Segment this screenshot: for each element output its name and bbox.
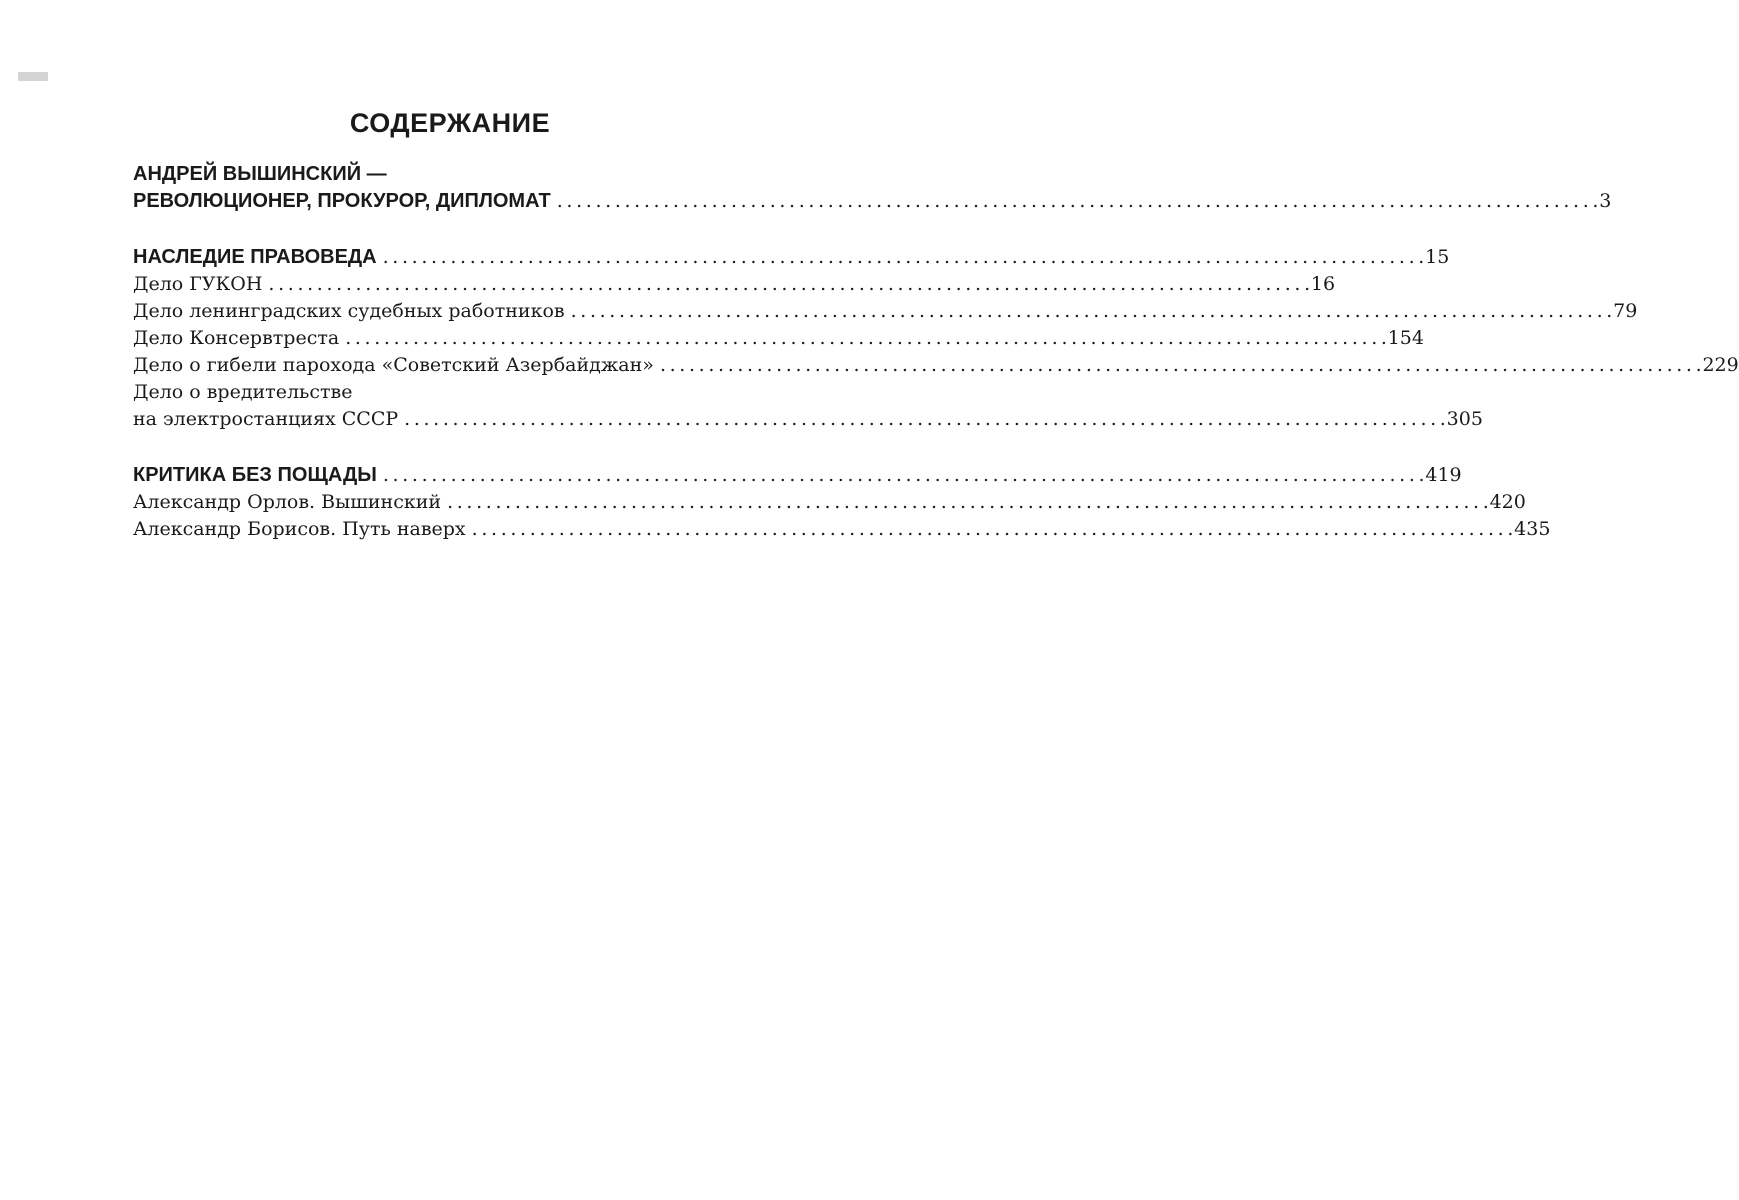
toc-page-number: 435 bbox=[1514, 518, 1551, 540]
dot-leader bbox=[377, 244, 1426, 271]
toc-heading-text: АНДРЕЙ ВЫШИНСКИЙ — bbox=[133, 163, 387, 185]
toc-page-number: 305 bbox=[1446, 408, 1483, 430]
toc-entry[interactable] bbox=[133, 516, 1551, 543]
toc-entry-title: Дело о гибели парохода «Советский Азербайджан» bbox=[133, 354, 654, 376]
toc-page-number: 419 bbox=[1425, 464, 1462, 486]
toc-entry-title: Александр Орлов. Вышинский bbox=[133, 491, 442, 513]
toc-entry-title: Александр Борисов. Путь наверх bbox=[133, 518, 466, 540]
toc-entry-title: Дело о вредительстве bbox=[133, 381, 353, 403]
toc-entry[interactable] bbox=[133, 352, 1739, 379]
page-corner-mark bbox=[18, 72, 48, 81]
toc-heading-text: РЕВОЛЮЦИОНЕР, ПРОКУРОР, ДИПЛОМАТ bbox=[133, 190, 551, 212]
toc-heading-line[interactable] bbox=[133, 244, 1450, 271]
toc-page-number: 154 bbox=[1387, 327, 1424, 349]
toc-page-number: 15 bbox=[1425, 246, 1450, 268]
toc-page-number: 3 bbox=[1599, 190, 1612, 212]
toc-section-2 bbox=[133, 244, 1739, 433]
toc-entry[interactable] bbox=[133, 271, 1336, 298]
toc-entry-title: Дело Консервтреста bbox=[133, 327, 340, 349]
toc-heading-text: КРИТИКА БЕЗ ПОЩАДЫ bbox=[133, 464, 377, 486]
toc-entry[interactable] bbox=[133, 379, 739, 406]
toc-entry[interactable] bbox=[133, 489, 1526, 516]
dot-leader bbox=[377, 462, 1426, 489]
dot-leader bbox=[466, 516, 1515, 543]
toc-heading-line[interactable] bbox=[133, 188, 1612, 215]
toc-page-number: 16 bbox=[1310, 273, 1336, 295]
dot-leader bbox=[339, 325, 1388, 352]
dot-leader bbox=[398, 406, 1447, 433]
toc-heading-line[interactable] bbox=[133, 462, 1462, 489]
toc-page-number: 79 bbox=[1613, 300, 1638, 322]
dot-leader bbox=[654, 352, 1703, 379]
dot-leader bbox=[551, 188, 1600, 215]
dot-leader bbox=[565, 298, 1614, 325]
toc-entry[interactable] bbox=[133, 406, 1483, 433]
dot-leader bbox=[262, 271, 1311, 298]
toc-entry-title: Дело ГУКОН bbox=[133, 273, 263, 295]
table-of-contents bbox=[133, 161, 1739, 572]
toc-page-number: 229 bbox=[1702, 354, 1739, 376]
toc-entry[interactable] bbox=[133, 325, 1424, 352]
toc-entry-title: Дело ленинградских судебных работников bbox=[133, 300, 565, 322]
dot-leader bbox=[441, 489, 1490, 516]
toc-heading-text: НАСЛЕДИЕ ПРАВОВЕДА bbox=[133, 246, 377, 268]
toc-page-number: 420 bbox=[1489, 491, 1526, 513]
toc-section-1 bbox=[133, 161, 1612, 215]
toc-section-3 bbox=[133, 462, 1551, 543]
page-title: СОДЕРЖАНИЕ bbox=[349, 108, 551, 138]
toc-entry[interactable] bbox=[133, 298, 1638, 325]
toc-heading-line[interactable] bbox=[133, 161, 739, 188]
toc-entry-title: на электростанциях СССР bbox=[133, 408, 399, 430]
